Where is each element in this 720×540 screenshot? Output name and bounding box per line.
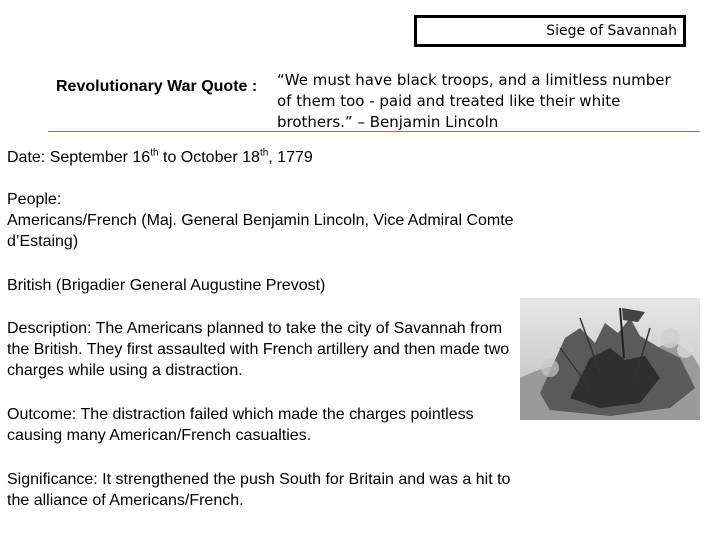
date-sup-end: th bbox=[259, 147, 269, 159]
battle-illustration bbox=[520, 298, 700, 420]
people-americans: Americans/French (Maj. General Benjamin Lincoln, Vice Admiral Comte d’Estaing) bbox=[7, 212, 514, 250]
quote-text: “We must have black troops, and a limitless number of them too - paid and treated like their white brothers.” – Benjamin Lincoln bbox=[277, 71, 671, 131]
date-prefix: Date: September 16 bbox=[7, 149, 151, 166]
date-sup-start: th bbox=[150, 147, 159, 159]
outcome-text: Outcome: The distraction failed which made the charges pointless causing many American/French casualties. bbox=[7, 406, 474, 444]
quote-label: Revolutionary War Quote : bbox=[56, 78, 258, 95]
slide-title-box bbox=[414, 15, 686, 47]
divider-line bbox=[48, 131, 700, 132]
date-middle: to October 18 bbox=[158, 149, 260, 166]
date-line bbox=[7, 147, 527, 168]
people-british: British (Brigadier General Augustine Prevost) bbox=[7, 277, 326, 294]
date-suffix: , 1779 bbox=[268, 149, 313, 166]
description-text: Description: The Americans planned to take the city of Savannah from the British. They first assaulted with French artillery and then made two charges while using a distraction. bbox=[7, 320, 510, 379]
significance-text: Significance: It strengthened the push South for Britain and was a hit to the alliance of Americans/French. bbox=[7, 471, 511, 509]
people-heading: People: bbox=[7, 191, 62, 208]
slide-title: Siege of Savannah bbox=[546, 23, 677, 39]
